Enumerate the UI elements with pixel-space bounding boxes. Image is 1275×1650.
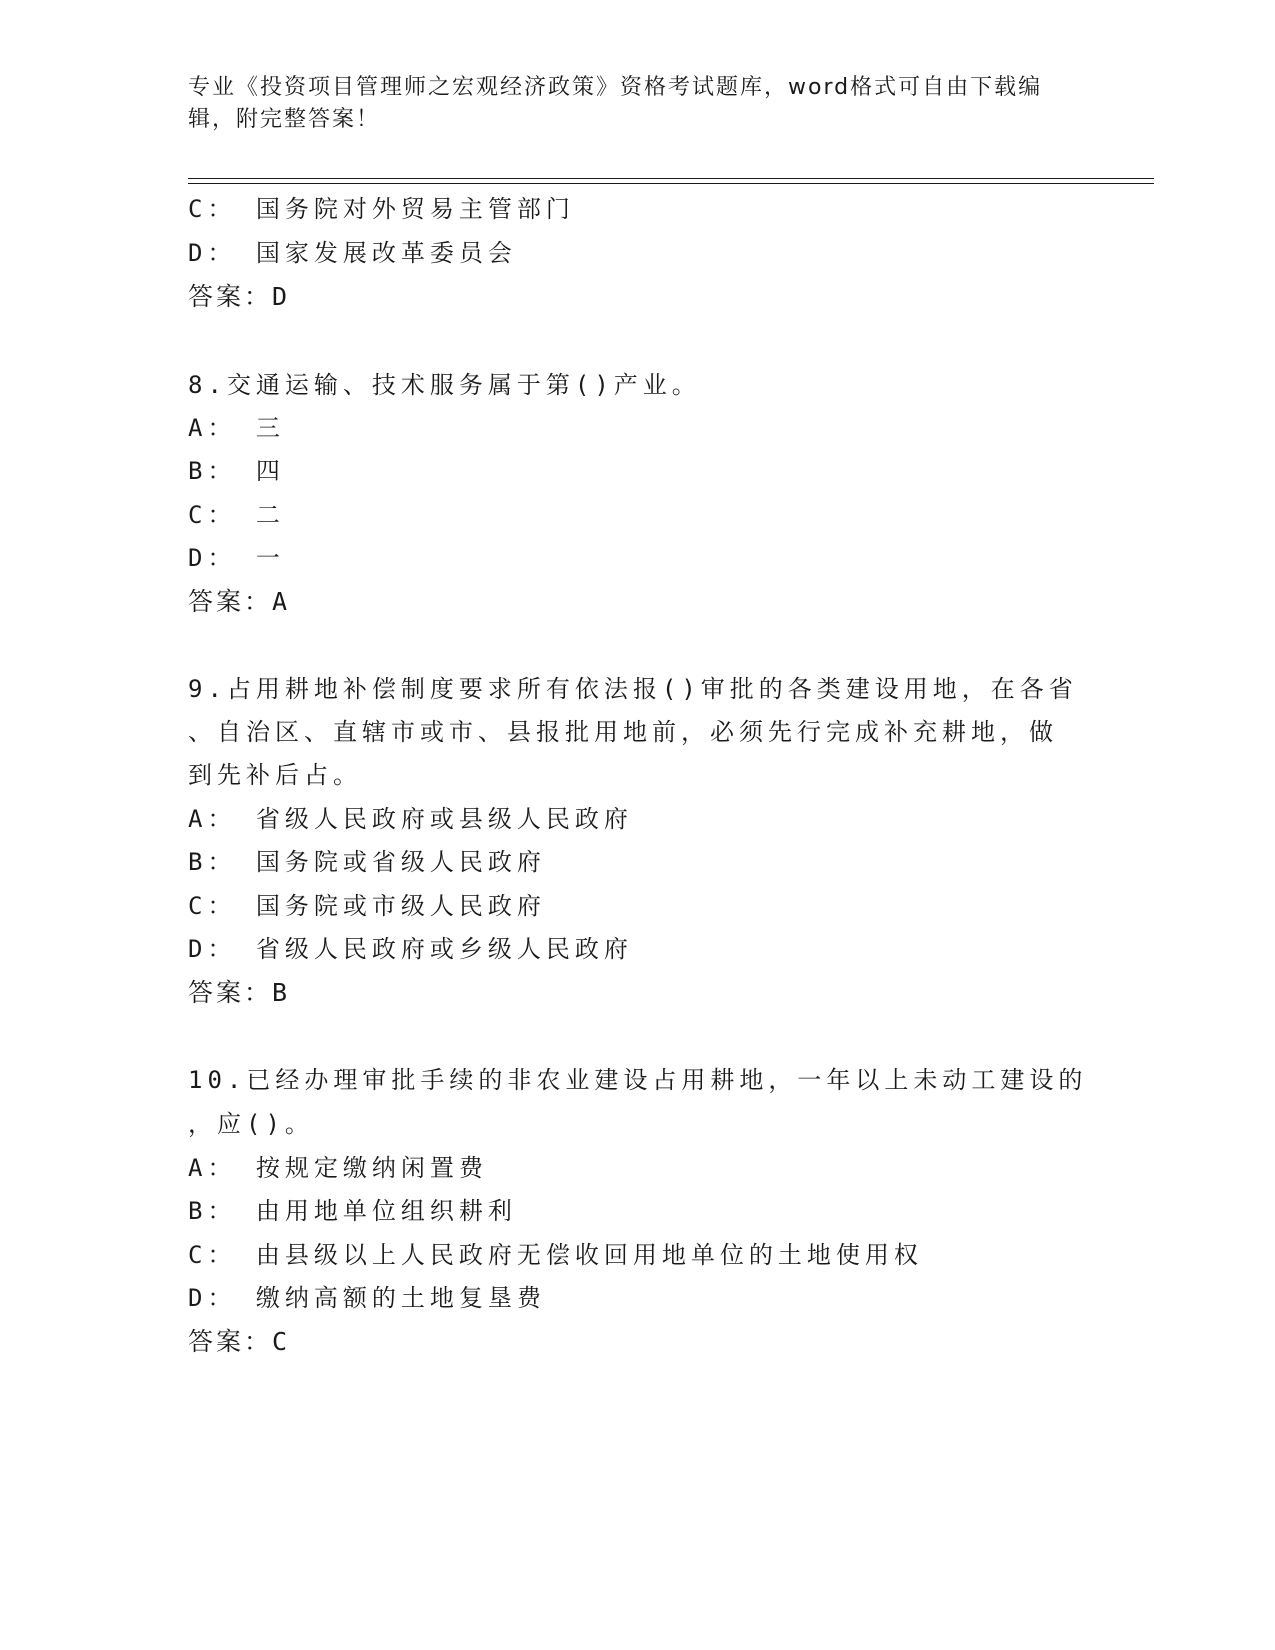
q8-option-a: A： 三 bbox=[188, 414, 285, 442]
q7-answer-label: 答案： bbox=[188, 282, 273, 311]
q8-option-b: B： 四 bbox=[188, 457, 285, 485]
header-divider-top bbox=[188, 178, 1154, 179]
q7-answer bbox=[188, 274, 290, 320]
q10-option-d: D： 缴纳高额的土地复垦费 bbox=[188, 1284, 546, 1312]
q10-answer bbox=[188, 1319, 290, 1365]
q9-option-d: D： 省级人民政府或乡级人民政府 bbox=[188, 935, 633, 963]
q8-stem: 8.交通运输、技术服务属于第()产业。 bbox=[188, 371, 701, 399]
q9-option-b: B： 国务院或省级人民政府 bbox=[188, 848, 546, 876]
q10-stem-line-2: ，应()。 bbox=[188, 1110, 314, 1138]
q9-answer-value: B bbox=[272, 978, 291, 1007]
q7-answer-value: D bbox=[272, 282, 291, 311]
q8-answer-value: A bbox=[272, 587, 291, 616]
q9-answer bbox=[188, 970, 290, 1016]
q7-option-d: D： 国家发展改革委员会 bbox=[188, 239, 517, 267]
q9-stem-line-1: 9.占用耕地补偿制度要求所有依法报()审批的各类建设用地，在各省 bbox=[188, 675, 1078, 703]
q8-option-d: D： 一 bbox=[188, 544, 285, 572]
q10-answer-value: C bbox=[272, 1327, 291, 1356]
q9-stem-line-3: 到先补后占。 bbox=[188, 761, 362, 789]
header-divider-bottom bbox=[188, 183, 1154, 184]
q10-option-a: A： 按规定缴纳闲置费 bbox=[188, 1154, 488, 1182]
q8-answer bbox=[188, 579, 290, 625]
q8-option-c: C： 二 bbox=[188, 501, 285, 529]
q10-stem-line-1: 10.已经办理审批手续的非农业建设占用耕地，一年以上未动工建设的 bbox=[188, 1066, 1088, 1094]
q10-option-b: B： 由用地单位组织耕利 bbox=[188, 1197, 517, 1225]
q8-answer-label: 答案： bbox=[188, 587, 273, 616]
header-line-1: 专业《投资项目管理师之宏观经济政策》资格考试题库，word格式可自由下载编 bbox=[188, 75, 1043, 100]
q9-option-c: C： 国务院或市级人民政府 bbox=[188, 892, 546, 920]
q10-option-c: C： 由县级以上人民政府无偿收回用地单位的土地使用权 bbox=[188, 1241, 923, 1269]
q7-option-c: C： 国务院对外贸易主管部门 bbox=[188, 195, 575, 223]
q9-stem-line-2: 、自治区、直辖市或市、县报批用地前，必须先行完成补充耕地，做 bbox=[188, 718, 1058, 746]
header-line-2: 辑，附完整答案！ bbox=[188, 107, 381, 132]
document-header bbox=[188, 72, 1068, 136]
q9-option-a: A： 省级人民政府或县级人民政府 bbox=[188, 805, 633, 833]
q9-answer-label: 答案： bbox=[188, 978, 273, 1007]
q10-answer-label: 答案： bbox=[188, 1327, 273, 1356]
